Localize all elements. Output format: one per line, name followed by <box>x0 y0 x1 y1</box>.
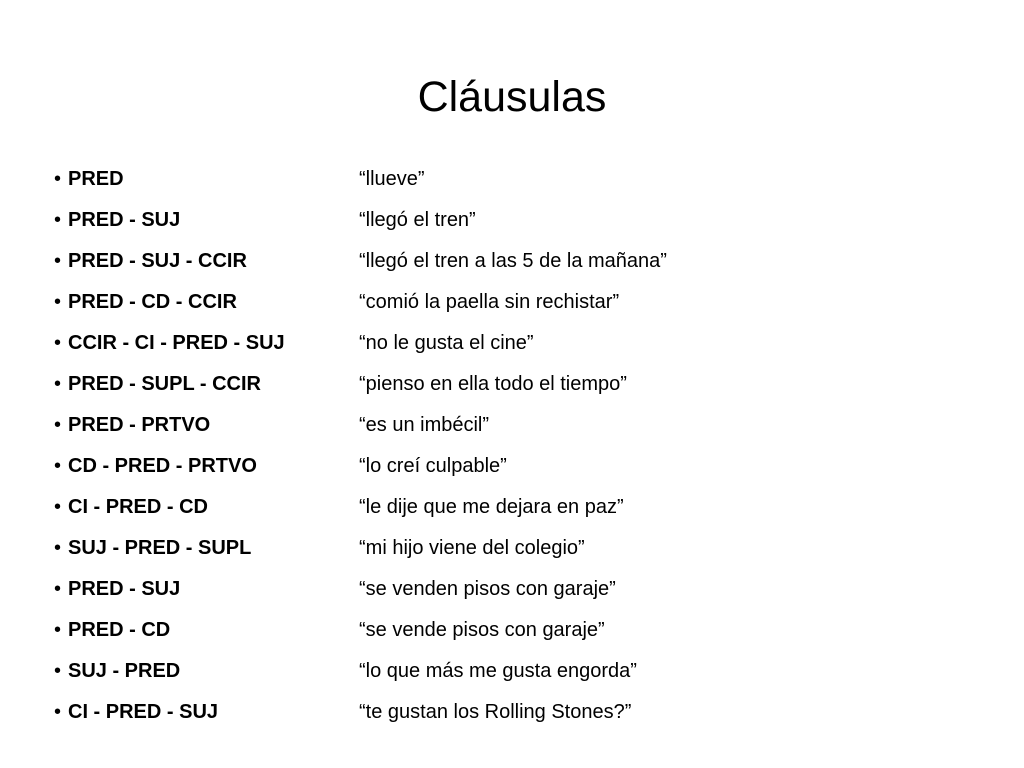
bullet-icon: • <box>54 250 62 272</box>
clause-pattern: CD - PRED - PRTVO <box>68 455 257 477</box>
clause-pattern: PRED - SUPL - CCIR <box>68 373 261 395</box>
bullet-icon: • <box>54 496 62 518</box>
clause-example: “lo que más me gusta engorda” <box>359 660 637 682</box>
bullet-icon: • <box>54 660 62 682</box>
list-item <box>54 615 994 656</box>
list-item <box>54 533 994 574</box>
clause-example: “se vende pisos con garaje” <box>359 619 605 641</box>
clause-pattern: SUJ - PRED <box>68 660 181 682</box>
list-item <box>54 205 994 246</box>
clause-example: “pienso en ella todo el tiempo” <box>359 373 627 395</box>
clause-example: “lo creí culpable” <box>359 455 507 477</box>
bullet-icon: • <box>54 537 62 559</box>
list-item <box>54 328 994 369</box>
bullet-icon: • <box>54 291 62 313</box>
clause-example: “llegó el tren a las 5 de la mañana” <box>359 250 667 272</box>
list-item <box>54 697 994 738</box>
clause-pattern: PRED - SUJ <box>68 578 181 600</box>
clause-pattern: PRED - CD - CCIR <box>68 291 237 313</box>
bullet-icon: • <box>54 373 62 395</box>
bullet-icon: • <box>54 332 62 354</box>
bullet-icon: • <box>54 168 62 190</box>
bullet-icon: • <box>54 619 62 641</box>
list-item <box>54 451 994 492</box>
clause-example: “llegó el tren” <box>359 209 476 231</box>
bullet-icon: • <box>54 701 62 723</box>
bullet-icon: • <box>54 414 62 436</box>
clause-pattern: PRED <box>68 168 124 190</box>
clause-example: “comió la paella sin rechistar” <box>359 291 620 313</box>
clause-pattern: PRED - SUJ <box>68 209 181 231</box>
clause-example: “es un imbécil” <box>359 414 490 436</box>
list-item <box>54 492 994 533</box>
clause-example: “le dije que me dejara en paz” <box>359 496 624 518</box>
clause-example: “llueve” <box>359 168 425 190</box>
clause-example: “mi hijo viene del colegio” <box>359 537 585 559</box>
clause-example: “te gustan los Rolling Stones?” <box>359 701 632 723</box>
clause-list <box>54 164 994 738</box>
clause-pattern: CCIR - CI - PRED - SUJ <box>68 332 285 354</box>
clause-pattern: CI - PRED - SUJ <box>68 701 219 723</box>
list-item <box>54 287 994 328</box>
clause-pattern: PRED - CD <box>68 619 171 641</box>
clause-example: “no le gusta el cine” <box>359 332 534 354</box>
list-item <box>54 369 994 410</box>
bullet-icon: • <box>54 578 62 600</box>
list-item <box>54 246 994 287</box>
list-item <box>54 164 994 205</box>
list-item <box>54 574 994 615</box>
list-item <box>54 656 994 697</box>
bullet-icon: • <box>54 209 62 231</box>
slide-title: Cláusulas <box>417 73 607 121</box>
clause-pattern: SUJ - PRED - SUPL <box>68 537 252 559</box>
clause-pattern: CI - PRED - CD <box>68 496 208 518</box>
bullet-icon: • <box>54 455 62 477</box>
clause-pattern: PRED - SUJ - CCIR <box>68 250 247 272</box>
clause-example: “se venden pisos con garaje” <box>359 578 616 600</box>
clause-pattern: PRED - PRTVO <box>68 414 211 436</box>
list-item <box>54 410 994 451</box>
